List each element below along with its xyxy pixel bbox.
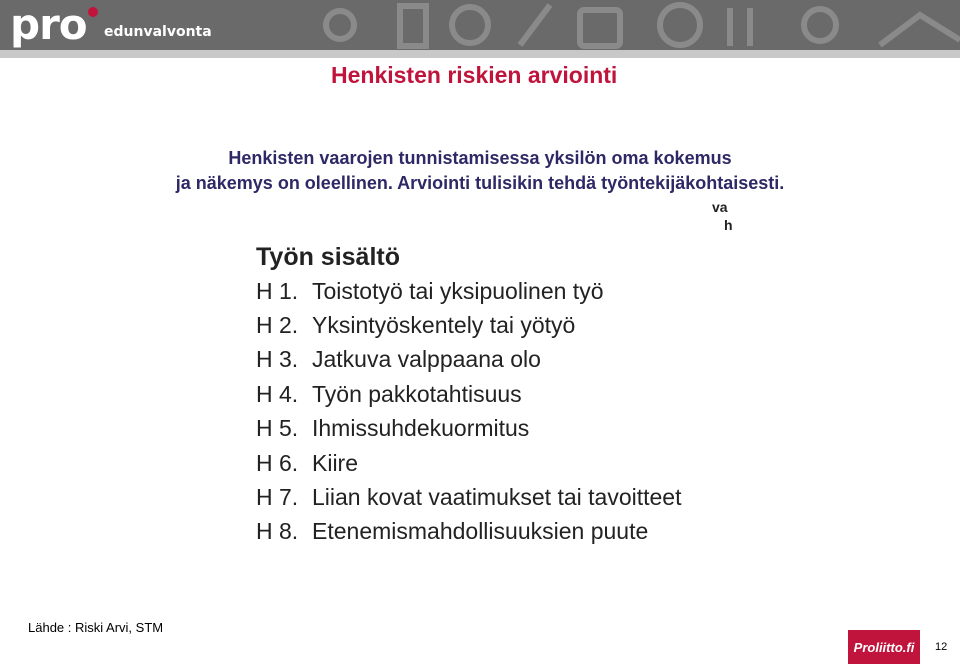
item-code: H 8.	[256, 518, 299, 545]
list-item	[256, 377, 716, 411]
list-item	[256, 480, 716, 514]
cropped-text-fragment	[712, 198, 733, 234]
item-code: H 2.	[256, 312, 299, 339]
item-code: H 4.	[256, 380, 299, 407]
list-item	[256, 308, 716, 342]
fragment-bottom: h	[724, 217, 733, 233]
header-bar	[0, 0, 960, 50]
page-number: 12	[935, 641, 948, 653]
item-label: Etenemismahdollisuuksien puute	[312, 518, 649, 545]
subtitle-line-2: ja näkemys on oleellinen. Arviointi tulisikin tehdä työntekijäkohtaisesti.	[175, 173, 785, 193]
item-label: Työn pakkotahtisuus	[312, 380, 522, 407]
fragment-top: va	[712, 199, 728, 215]
header-decoration	[280, 0, 960, 50]
item-label: Liian kovat vaatimukset tai tavoitteet	[312, 484, 682, 511]
item-label: Toistotyö tai yksipuolinen työ	[312, 277, 604, 304]
item-code: H 1.	[256, 277, 299, 304]
pro-logo: pro	[10, 0, 87, 49]
slide-subtitle	[0, 146, 960, 196]
logo-subtitle: edunvalvonta	[104, 24, 212, 40]
list-item	[256, 343, 716, 377]
item-label: Jatkuva valppaana olo	[312, 346, 541, 373]
item-label: Kiire	[312, 449, 359, 476]
item-code: H 7.	[256, 484, 299, 511]
item-code: H 5.	[256, 415, 299, 442]
item-code: H 6.	[256, 449, 299, 476]
subtitle-line-1: Henkisten vaarojen tunnistamisessa yksilön oma kokemus	[228, 148, 732, 168]
item-label: Yksintyöskentely tai yötyö	[312, 312, 576, 339]
list-heading: Työn sisältö	[256, 243, 401, 271]
source-note: Lähde : Riski Arvi, STM	[28, 620, 164, 635]
item-code: H 3.	[256, 346, 299, 373]
list-item	[256, 274, 716, 308]
slide-title: Henkisten riskien arviointi	[331, 62, 618, 88]
list-item	[256, 412, 716, 446]
logo-dot	[88, 7, 98, 17]
proliitto-badge[interactable]: Proliitto.fi	[848, 630, 920, 664]
hazard-list	[256, 240, 716, 549]
header-strip	[0, 50, 960, 58]
list-item	[256, 446, 716, 480]
list-item	[256, 515, 716, 549]
item-label: Ihmissuhdekuormitus	[312, 415, 530, 442]
